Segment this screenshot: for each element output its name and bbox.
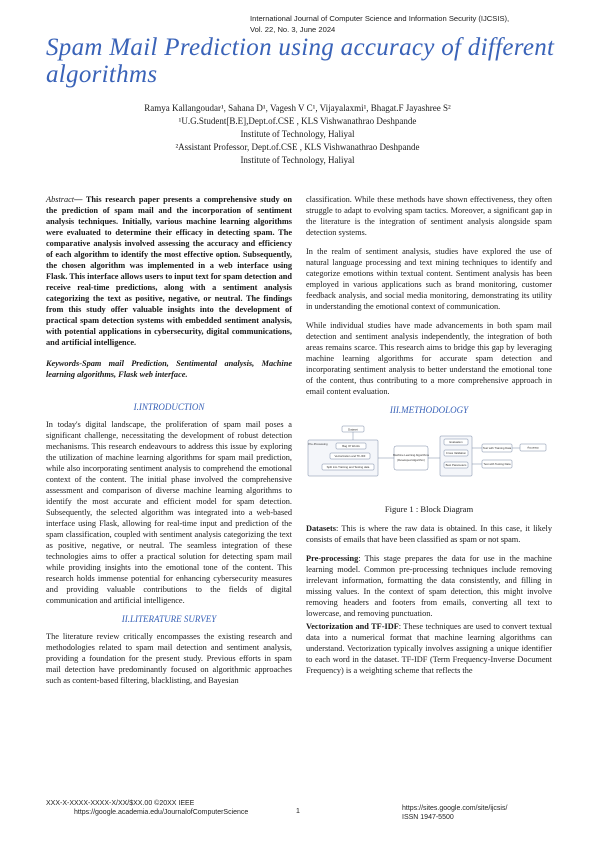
keywords: Keywords-Spam mail Prediction, Sentimental analysis, Machine learning algorithms, Flask web interface.	[46, 359, 292, 379]
datasets-paragraph	[306, 523, 552, 545]
footer-issn: ISSN 1947-5500	[402, 814, 454, 821]
label-dataset: Dataset	[348, 427, 358, 432]
right-paragraph-2: In the realm of sentiment analysis, studies have explored the use of natural language processing and text mining techniques to identify and categorize emotions within textual content. Sentiment analysis has been employed in various applications such as brand monitoring, customer feedback analysis, and social media monitoring, demonstrating its utility in understanding the emotional context of communication.	[306, 247, 552, 311]
footer-right	[402, 804, 507, 822]
preprocessing-paragraph	[306, 553, 552, 619]
label-test-training: Test with Training Data	[482, 446, 512, 450]
label-evaluation: Evaluation	[449, 440, 463, 444]
label-best-parameters: Best Parameters	[445, 463, 467, 467]
left-column	[46, 194, 292, 694]
label-test-testing: Test with Testing Data	[483, 462, 511, 466]
journal-line-1: International Journal of Computer Science and Information Security (IJCSIS),	[250, 14, 510, 23]
block-diagram-svg	[306, 422, 552, 500]
label-vectorization: Vectorization and TF-IDF	[334, 454, 366, 458]
journal-header	[250, 14, 570, 35]
label-bag-of-words: Bag Of Words	[342, 444, 360, 448]
intro-heading: I.INTRODUCTION	[133, 402, 205, 412]
right-paragraph-3: While individual studies have made advancements in both spam mail detection and sentiment analysis independently, the integration of both areas remains scarce. This research aims to bridge this gap by leveraging machine learning algorithms for accurate spam detection and incorporating sentiment analysis to better understand the emotional tone of the content, thus contributing to a more comprehensive approach in email content evaluation.	[306, 321, 552, 396]
intro-paragraph: In today's digital landscape, the proliferation of spam mail poses a significant challenge, necessitating the development of robust detection mechanisms. This research endeavours to address this issue by exploring the utilization of machine learning algorithms for spam mail prediction, while also incorporating sentiment analysis to comprehend the emotional context of the content. The initial phase involved the comprehensive assessment and comparison of diverse machine learning algorithms to identify the most accurate and efficient model for spam detection. Subsequently, the selected algorithm was integrated into a web-based interface using Flask, allowing for real-time input and prediction of the spam classification, coupled with sentiment analysis categorizing the text as positive, negative, or neutral. The seamless integration of these technologies aims to offer a practical solution for detecting spam mail while providing insights into the emotional tone of the content. This research holds immense potential for enhancing cybersecurity measures and providing valuable contributions to the fields of digital communication and artificial intelligence.	[46, 420, 292, 605]
vectorization-text: : These techniques are used to convert textual data into a numerical format that machine learning algorithms can understand. Vectorization typically involves assigning a unique identifier to each word in the dataset. TF-IDF (Term Frequency-Inverse Document Frequency) is a weighting scheme that reflects the	[306, 622, 552, 675]
literature-heading: II.LITERATURE SURVEY	[121, 614, 217, 624]
affiliation-1-institute: Institute of Technology, Haliyal	[240, 129, 355, 139]
figure-caption: Figure 1 : Block Diagram	[384, 504, 474, 514]
vectorization-term: Vectorization and TF-IDF	[306, 622, 399, 631]
label-ml-algorithms: Machine Learning Algorithms	[392, 453, 430, 457]
preprocessing-text: : This stage prepares the data for use in the machine learning model. Common pre-processing techniques include removing irrelevant information, formatting the data consistently, and filling in missing values. In the context of spam detection, this might involve removing headers and footers from emails, converting all text to lowercase, and removing punctuation.	[306, 554, 552, 618]
label-accuracy: Accuracy	[527, 445, 539, 450]
vectorization-paragraph	[306, 621, 552, 676]
footer-sites-link[interactable]: https://sites.google.com/site/ijcsis/	[402, 805, 508, 812]
footer-left	[46, 800, 306, 817]
footer-copyright: XXX-X-XXXX-XXXX-X/XX/$XX.00 ©20XX IEEE	[46, 800, 195, 807]
affiliation-2-institute: Institute of Technology, Haliyal	[240, 155, 355, 165]
block-diagram	[306, 422, 552, 500]
journal-line-2: Vol. 22, No. 3, June 2024	[250, 24, 336, 34]
datasets-text: : This is where the raw data is obtained. In this case, it likely consists of emails that have been classified as spam or not spam.	[306, 524, 552, 544]
datasets-term: Datasets	[306, 524, 336, 533]
abstract	[46, 194, 292, 348]
affiliation-1: ¹U.G.Student[B.E],Dept.of.CSE , KLS Vishwanathrao Deshpande	[178, 116, 417, 126]
right-column	[306, 194, 552, 684]
author-block	[0, 102, 595, 167]
label-split: Split into Training and Testing data	[326, 465, 370, 469]
label-developed-algorithm: (Developed Algorithm)	[397, 458, 425, 462]
author-names: Ramya Kallangoudar¹, Sahana D¹, Vagesh V C¹, Vijayalaxmi¹, Bhagat.F Jayashree S²	[144, 103, 451, 113]
label-cross-validation: Cross Validation	[445, 451, 467, 455]
page-number: 1	[296, 808, 300, 815]
footer-academia-link[interactable]: https://google.academia.edu/JournalofComputerScience	[74, 808, 249, 816]
affiliation-2: ²Assistant Professor, Dept.of.CSE , KLS Vishwanathrao Deshpande	[175, 142, 420, 152]
methodology-heading: III.METHODOLOGY	[389, 405, 469, 415]
label-preprocessing: Pre-Processing	[308, 442, 328, 446]
literature-paragraph: The literature review critically encompasses the existing research and methodologies related to spam mail detection and sentiment analysis, providing a foundation for the present study. Previous efforts in spam mail detection have predominantly focused on algorithmic approaches such as content-based filtering, blacklisting, and Bayesian	[46, 632, 292, 685]
abstract-text: — This research paper presents a comprehensive study on the prediction of spam mail and the incorporation of sentiment analysis techniques. Initially, various machine learning algorithms were evaluated to determine their efficacy in detecting spam. The comparative analysis involved assessing the accuracy and efficiency of each algorithm to identify the most effective option. Subsequently, the chosen algorithm was implemented in a web interface using Flask. This interface allows users to input text for spam detection and receive real-time predictions, along with a sentiment analysis categorizing the text as positive, negative, or neutral. The findings from this study offer valuable insights into the development of practical spam detection systems with embedded sentiment analysis, with potential applications in cybersecurity, digital communications, and artificial intelligence.	[46, 195, 292, 347]
abstract-label: Abstract	[46, 195, 75, 204]
right-paragraph-1: classification. While these methods have shown effectiveness, they often struggle to adapt to evolving spam tactics. Moreover, a significant gap in the literature is the integration of sentiment analysis alongside spam detection systems.	[306, 195, 552, 237]
preprocessing-term: Pre-processing	[306, 554, 359, 563]
paper-title: Spam Mail Prediction using accuracy of different algorithms	[46, 34, 555, 88]
